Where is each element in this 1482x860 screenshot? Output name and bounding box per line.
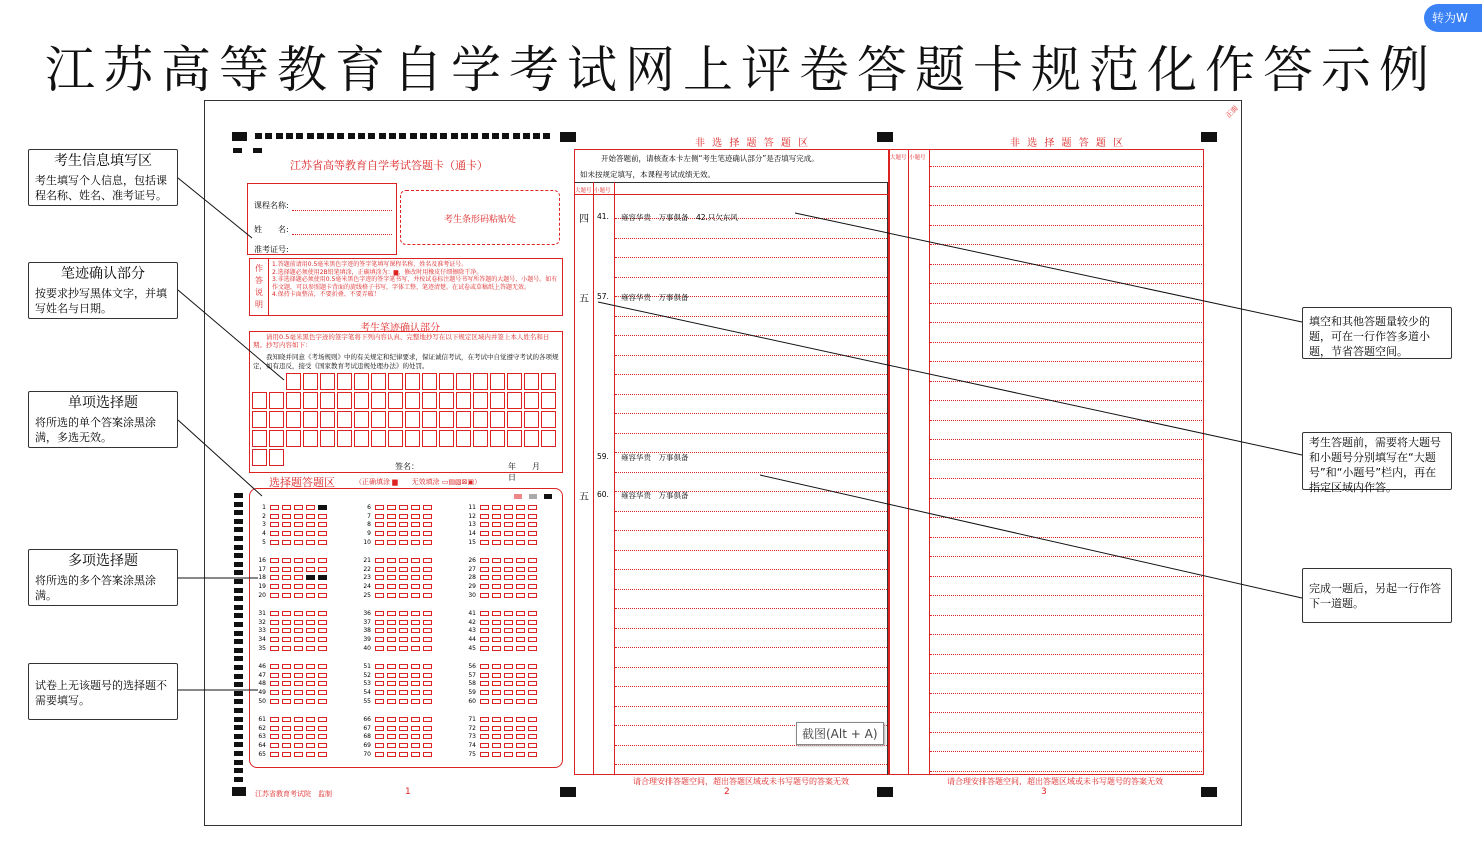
convert-button-label: 转为W xyxy=(1432,11,1468,25)
small-question-number: 57. xyxy=(597,292,609,301)
nonchoice-title-2: 非 选 择 题 答 题 区 xyxy=(1010,138,1126,149)
question-number: 49 xyxy=(258,689,266,697)
instruction-item: 1.答题前请用0.5毫米黑色字迹的签字笔填写课程名称、姓名及准考证号。 xyxy=(272,261,468,268)
answer-text: 雍容华贵 万事俱备 42.只欠东风 xyxy=(621,213,738,222)
question-number: 11 xyxy=(468,503,476,511)
note-question-number xyxy=(1302,432,1452,494)
corner-mark: 正面 xyxy=(1224,104,1240,120)
question-number: 12 xyxy=(468,512,476,520)
note-text: 完成一题后，另起一行作答下一道题。 xyxy=(1309,582,1441,610)
nonchoice-title-1: 非 选 择 题 答 题 区 xyxy=(695,138,811,149)
question-number: 54 xyxy=(363,689,371,697)
question-number: 56 xyxy=(468,662,476,670)
question-number: 47 xyxy=(258,671,266,679)
callout-line xyxy=(760,475,1302,598)
col-small-header: 小题号 xyxy=(909,155,926,161)
small-question-number: 59. xyxy=(597,452,609,461)
note-text: 将所选的多个答案涂黑涂满。 xyxy=(35,574,156,602)
note-multi-choice xyxy=(28,549,178,606)
note-title: 笔迹确认部分 xyxy=(61,266,145,282)
question-number: 25 xyxy=(363,592,371,600)
instruction-item: 3.非选择题必须使用0.5毫米黑色字迹的签字笔书写，并按试卷标注题号书写所答题的大题号、小题号。如有作文题，可以参照题卡背面的旋线格子书写，字体工整、笔迹清楚。在试卷或草稿纸上答题无效。 xyxy=(272,276,558,291)
question-number: 32 xyxy=(258,618,266,626)
note-title: 单项选择题 xyxy=(68,395,138,411)
question-number: 75 xyxy=(468,751,476,759)
question-number: 60 xyxy=(468,698,476,706)
question-number: 48 xyxy=(258,680,266,688)
question-number: 5 xyxy=(262,539,266,547)
question-number: 52 xyxy=(363,671,371,679)
question-number: 61 xyxy=(258,715,266,723)
answer-text: 雍容华贵 万事俱备 xyxy=(621,453,689,462)
question-number: 68 xyxy=(363,733,371,741)
instructions-side-label: 作答说明 xyxy=(255,264,263,309)
question-number: 33 xyxy=(258,627,266,635)
instruction-item: 2.选择题必须使用2B铅笔填涂，正确填涂为：▆，修改时用橡皮仔细擦除干净。 xyxy=(272,268,483,276)
course-label: 课程名称: xyxy=(254,201,289,210)
question-number: 9 xyxy=(367,530,371,538)
question-number: 74 xyxy=(468,742,476,750)
nonchoice-intro-1: 开始答题前，请核查本卡左侧“考生笔迹确认部分”是否填写完成。 xyxy=(601,154,819,163)
question-number: 19 xyxy=(258,583,266,591)
callout-line xyxy=(598,302,1302,455)
page-number: 3 xyxy=(1041,787,1047,797)
date-label: 年 月 日 xyxy=(508,462,556,482)
nonchoice-intro-2: 如未按规定填写，本课程考试成绩无效。 xyxy=(580,170,715,179)
question-number: 50 xyxy=(258,698,266,706)
page-title: 江苏高等教育自学考试网上评卷答题卡规范化作答示例 xyxy=(45,41,1437,99)
small-question-number: 60. xyxy=(597,490,609,499)
question-number: 51 xyxy=(363,662,371,670)
question-number: 10 xyxy=(363,539,371,547)
col-big-header: 大题号 xyxy=(890,155,907,161)
choice-legend: （正确填涂 ▆ 无效填涂 ▭▤▧⊠▣） xyxy=(355,478,482,486)
question-number: 73 xyxy=(468,733,476,741)
question-number: 3 xyxy=(262,521,266,529)
question-number: 37 xyxy=(363,618,371,626)
question-number: 1 xyxy=(262,503,266,511)
question-number: 72 xyxy=(468,724,476,732)
question-number: 57 xyxy=(468,671,476,679)
name-label: 姓 名: xyxy=(254,225,289,234)
question-number: 65 xyxy=(258,751,266,759)
question-number: 63 xyxy=(258,733,266,741)
big-question-number: 五 xyxy=(579,294,589,305)
note-compact xyxy=(1302,307,1452,359)
question-number: 42 xyxy=(468,618,476,626)
question-number: 21 xyxy=(363,556,371,564)
note-text: 考生答题前，需要将大题号和小题号分别填写在“大题号”和“小题号”栏内，再在指定区域内作答。 xyxy=(1309,436,1441,494)
page-number: 1 xyxy=(405,787,411,797)
question-number: 7 xyxy=(367,512,371,520)
confirm-text: 请用0.5毫米黑色字迹的签字笔将下列内容认真、完整地抄写在以下规定区域内并签上本人姓名和日期。抄写内容如下： xyxy=(253,333,550,349)
question-number: 24 xyxy=(363,583,371,591)
question-number: 4 xyxy=(262,530,266,538)
note-no-question xyxy=(28,663,178,720)
id-label: 准考证号: xyxy=(254,245,289,254)
question-number: 38 xyxy=(363,627,371,635)
note-handwriting xyxy=(28,262,178,319)
question-number: 16 xyxy=(258,556,266,564)
answer-text: 雍容华贵 万事俱备 xyxy=(621,293,689,302)
note-text: 试卷上无该题号的选择题不需要填写。 xyxy=(35,679,167,707)
big-question-number: 四 xyxy=(579,214,589,225)
question-number: 17 xyxy=(258,565,266,573)
question-number: 43 xyxy=(468,627,476,635)
question-number: 66 xyxy=(363,715,371,723)
footer-warning-2: 请合理安排答题空间，超出答题区域或未书写题号的答案无效 xyxy=(947,777,1163,786)
note-text: 将所选的单个答案涂黑涂满，多选无效。 xyxy=(35,416,156,444)
choice-title: 选择题答题区 xyxy=(269,476,335,489)
question-number: 71 xyxy=(468,715,476,723)
question-number: 53 xyxy=(363,680,371,688)
card-title: 江苏省高等教育自学考试答题卡（通卡） xyxy=(290,159,488,172)
big-question-number: 五 xyxy=(579,492,589,503)
note-text: 填空和其他答题量较少的题，可在一行作答多道小题，节省答题空间。 xyxy=(1309,315,1430,358)
question-number: 34 xyxy=(258,636,266,644)
question-number: 64 xyxy=(258,742,266,750)
question-number: 28 xyxy=(468,574,476,582)
question-number: 8 xyxy=(367,521,371,529)
callout-line xyxy=(795,213,1302,322)
question-number: 55 xyxy=(363,698,371,706)
answer-text: 雍容华贵 万事俱备 xyxy=(621,491,689,500)
question-number: 45 xyxy=(468,645,476,653)
question-number: 26 xyxy=(468,556,476,564)
callout-line xyxy=(178,290,284,380)
page-number: 2 xyxy=(724,787,730,797)
question-number: 70 xyxy=(363,751,371,759)
small-question-number: 41. xyxy=(597,212,609,221)
question-number: 14 xyxy=(468,530,476,538)
note-candidate-info xyxy=(28,149,178,206)
note-title: 多项选择题 xyxy=(68,553,138,569)
question-number: 36 xyxy=(363,609,371,617)
screenshot-hint: 截图(Alt + A) xyxy=(796,722,884,745)
question-number: 20 xyxy=(258,592,266,600)
question-number: 30 xyxy=(468,592,476,600)
question-number: 41 xyxy=(468,609,476,617)
question-number: 23 xyxy=(363,574,371,582)
note-text: 按要求抄写黑体文字，并填写姓名与日期。 xyxy=(35,287,167,315)
question-number: 69 xyxy=(363,742,371,750)
question-number: 27 xyxy=(468,565,476,573)
question-number: 58 xyxy=(468,680,476,688)
col-small-header: 小题号 xyxy=(594,188,611,194)
question-number: 62 xyxy=(258,724,266,732)
question-number: 31 xyxy=(258,609,266,617)
question-number: 67 xyxy=(363,724,371,732)
note-new-line xyxy=(1302,568,1452,623)
instruction-item: 4.保持卡面整洁，不要折叠、不要弄破！ xyxy=(272,291,380,298)
question-number: 15 xyxy=(468,539,476,547)
question-number: 2 xyxy=(262,512,266,520)
question-number: 6 xyxy=(367,503,371,511)
question-number: 13 xyxy=(468,521,476,529)
question-number: 40 xyxy=(363,645,371,653)
question-number: 35 xyxy=(258,645,266,653)
callout-line xyxy=(178,420,262,496)
footer-issuer: 江苏省教育考试院 监制 xyxy=(255,790,332,798)
question-number: 59 xyxy=(468,689,476,697)
note-single-choice xyxy=(28,391,178,448)
note-title: 考生信息填写区 xyxy=(54,153,152,169)
confirm-title: 考生笔迹确认部分 xyxy=(360,323,440,334)
question-number: 22 xyxy=(363,565,371,573)
note-text: 考生填写个人信息，包括课程名称、姓名、准考证号。 xyxy=(35,174,167,202)
col-big-header: 大题号 xyxy=(575,188,592,194)
question-number: 46 xyxy=(258,662,266,670)
callout-line xyxy=(178,178,252,238)
question-number: 29 xyxy=(468,583,476,591)
footer-warning-1: 请合理安排答题空间，超出答题区域或未书写题号的答案无效 xyxy=(633,777,849,786)
confirm-quote: 我知晓并同意《考场规则》中的有关规定和纪律要求，保证诚信考试，在考试中自觉遵守考试的各项规定，如有违反，接受《国家教育考试违规处理办法》的处罚。 xyxy=(253,353,559,370)
barcode-label: 考生条形码粘贴处 xyxy=(443,215,516,225)
question-number: 18 xyxy=(258,574,266,582)
question-number: 44 xyxy=(468,636,476,644)
sign-label: 签名： xyxy=(395,462,419,471)
question-number: 39 xyxy=(363,636,371,644)
